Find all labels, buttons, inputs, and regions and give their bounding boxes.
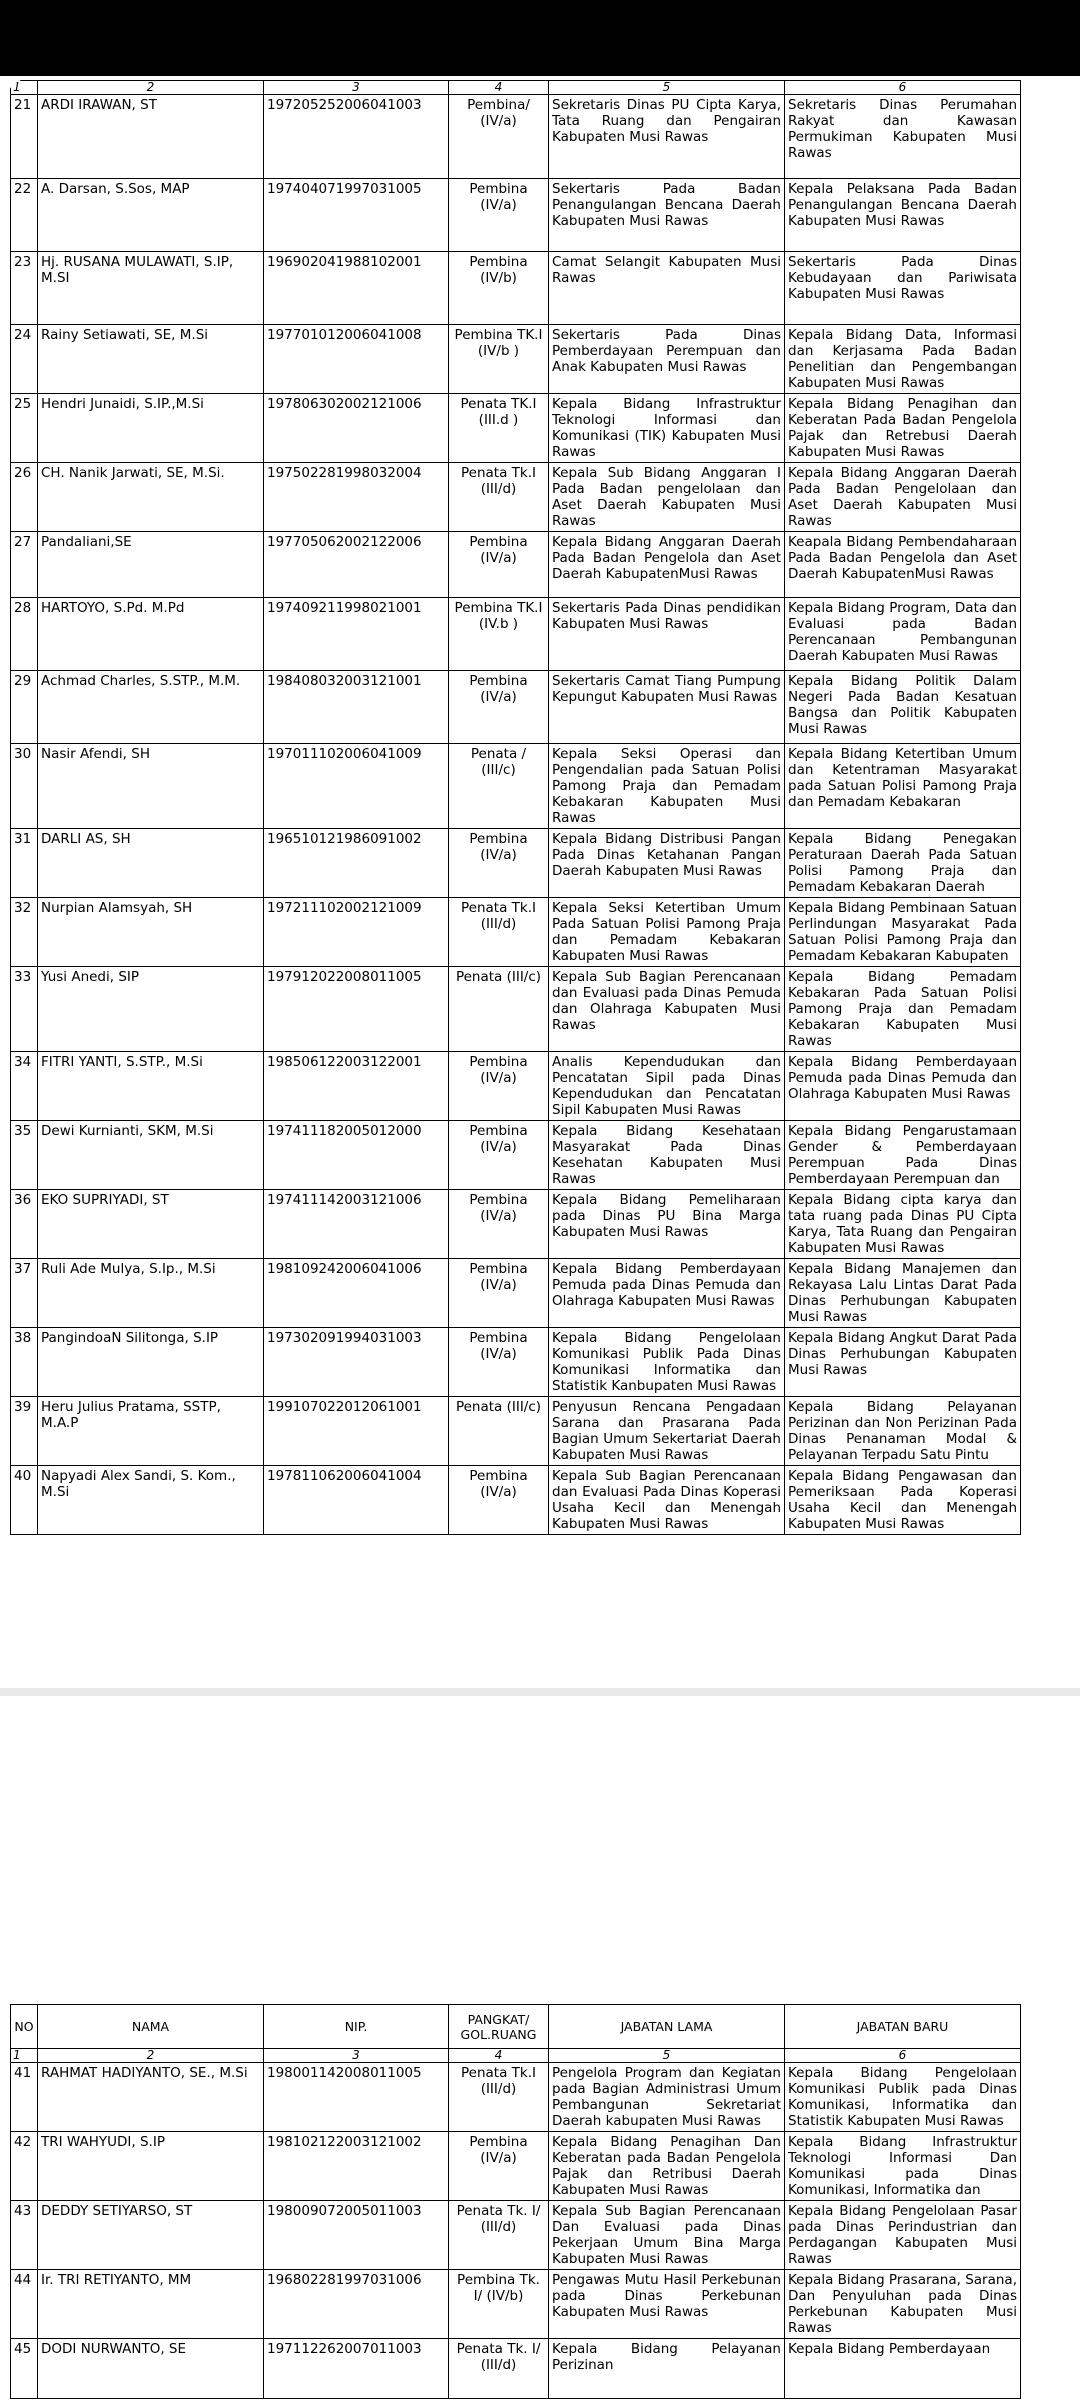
rank-cell: Pembina (IV/a) [449,179,549,252]
table-row [11,2132,1021,2201]
old-position-cell: Pengawas Mutu Hasil Perkebunan pada Dinas Perkebunan Kabupaten Musi Rawas [549,2270,785,2339]
old-position-cell: Sekertaris Camat Tiang Pumpung Kepungut Kabupaten Musi Rawas [549,671,785,744]
old-position-cell: Kepala Sub Bagian Perencanaan Dan Evaluasi pada Dinas Pekerjaan Umum Bina Marga Kabupaten Musi Rawas [549,2201,785,2270]
rank-cell: Pembina (IV/a) [449,671,549,744]
row-number: 22 [11,179,38,252]
name-cell: Napyadi Alex Sandi, S. Kom., M.Si [38,1466,264,1535]
new-position-cell: Kepala Bidang cipta karya dan tata ruang pada Dinas PU Cipta Karya, Tata Ruang dan Pengairan Kabupaten Musi Rawas [785,1190,1021,1259]
table-row [11,598,1021,671]
column-number: 1 [11,81,38,95]
nip-cell: 198408032003121001 [264,671,449,744]
old-position-cell: Kepala Sub Bagian Perencanaan dan Evaluasi Pada Dinas Koperasi Usaha Kecil dan Menengah Kabupaten Musi Rawas [549,1466,785,1535]
rank-cell: Pembina (IV/a) [449,2132,549,2201]
new-position-cell: Kepala Bidang Pembinaan Satuan Perlindungan Masyarakat Pada Satuan Polisi Pamong Praja dan Pemadam Kebakaran Kabupaten [785,898,1021,967]
row-number: 29 [11,671,38,744]
name-cell: ARDI IRAWAN, ST [38,95,264,179]
nip-cell: 198506122003122001 [264,1052,449,1121]
row-number: 24 [11,325,38,394]
nip-cell: 197404071997031005 [264,179,449,252]
name-cell: Heru Julius Pratama, SSTP, M.A.P [38,1397,264,1466]
table-row [11,2270,1021,2339]
top-black-bar [0,0,1080,76]
rank-cell: Pembina (IV/a) [449,1052,549,1121]
new-position-cell: Kepala Bidang Pengelolaan Pasar pada Dinas Perindustrian dan Perdagangan Kabupaten Musi Rawas [785,2201,1021,2270]
table-row [11,744,1021,829]
table-row [11,2201,1021,2270]
rank-cell: Pembina TK.I (IV/b ) [449,325,549,394]
new-position-cell: Kepala Bidang Pengawasan dan Pemeriksaan Pada Koperasi Usaha Kecil dan Menengah Kabupaten Musi Rawas [785,1466,1021,1535]
row-number: 26 [11,463,38,532]
name-cell: FITRI YANTI, S.STP., M.Si [38,1052,264,1121]
rank-cell: Pembina (IV/a) [449,829,549,898]
old-position-cell: Kepala Bidang Distribusi Pangan Pada Dinas Ketahanan Pangan Daerah Kabupaten Musi Rawas [549,829,785,898]
new-position-cell: Sekretaris Dinas Perumahan Rakyat dan Kawasan Permukiman Kabupaten Musi Rawas [785,95,1021,179]
nip-cell: 196902041988102001 [264,252,449,325]
name-cell: Yusi Anedi, SIP [38,967,264,1052]
nip-cell: 198001142008011005 [264,2063,449,2132]
new-position-cell: Kepala Bidang Program, Data dan Evaluasi pada Badan Perencanaan Pembangunan Daerah Kabupaten Musi Rawas [785,598,1021,671]
rank-cell: Pembina (IV/a) [449,532,549,598]
table-row [11,394,1021,463]
row-number: 44 [11,2270,38,2339]
name-cell: Pandaliani,SE [38,532,264,598]
new-position-cell: Kepala Bidang Penegakan Peraturaan Daerah Pada Satuan Polisi Pamong Praja dan Pemadam Kebakaran Daerah [785,829,1021,898]
name-cell: CH. Nanik Jarwati, SE, M.Si. [38,463,264,532]
old-position-cell: Sekertaris Pada Badan Penangulangan Bencana Daerah Kabupaten Musi Rawas [549,179,785,252]
row-number: 36 [11,1190,38,1259]
row-number: 43 [11,2201,38,2270]
column-number-row [11,2049,1021,2063]
name-cell: TRI WAHYUDI, S.IP [38,2132,264,2201]
table-header-row [11,2005,1021,2049]
old-position-cell: Sekertaris Pada Dinas Pemberdayaan Perempuan dan Anak Kabupaten Musi Rawas [549,325,785,394]
rank-cell: Pembina TK.I (IV.b ) [449,598,549,671]
table-row [11,325,1021,394]
old-position-cell: Kepala Sub Bidang Anggaran I Pada Badan pengelolaan dan Aset Daerah Kabupaten Musi Rawas [549,463,785,532]
row-number: 42 [11,2132,38,2201]
rank-cell: Pembina Tk. I/ (IV/b) [449,2270,549,2339]
name-cell: Achmad Charles, S.STP., M.M. [38,671,264,744]
name-cell: Ruli Ade Mulya, S.Ip., M.Si [38,1259,264,1328]
column-number: 1 [11,2049,38,2063]
new-position-cell: Kepala Bidang Pemberdayaan Pemuda pada Dinas Pemuda dan Olahraga Kabupaten Musi Rawas [785,1052,1021,1121]
nip-cell: 197705062002122006 [264,532,449,598]
table-row [11,829,1021,898]
old-position-cell: Penyusun Rencana Pengadaan Sarana dan Prasarana Pada Bagian Umum Sekertariat Daerah Kabupaten Musi Rawas [549,1397,785,1466]
nip-cell: 198109242006041006 [264,1259,449,1328]
column-number: 2 [38,81,264,95]
column-number: 3 [264,2049,449,2063]
nip-cell: 197811062006041004 [264,1466,449,1535]
name-cell: DODI NURWANTO, SE [38,2339,264,2399]
old-position-cell: Kepala Bidang Pemberdayaan Pemuda pada Dinas Pemuda dan Olahraga Kabupaten Musi Rawas [549,1259,785,1328]
table-row [11,1466,1021,1535]
rank-cell: Pembina (IV/a) [449,1259,549,1328]
header-nip: NIP. [264,2005,449,2049]
rank-cell: Penata Tk. I/ (III/d) [449,2339,549,2399]
column-number: 6 [785,2049,1021,2063]
old-position-cell: Kepala Bidang Penagihan Dan Keberatan pada Badan Pengelola Pajak dan Retribusi Daerah Kabupaten Musi Rawas [549,2132,785,2201]
rank-cell: Penata Tk.I (III/d) [449,898,549,967]
new-position-cell: Kepala Bidang Angkut Darat Pada Dinas Perhubungan Kabupaten Musi Rawas [785,1328,1021,1397]
name-cell: DARLI AS, SH [38,829,264,898]
column-number: 3 [264,81,449,95]
nip-cell: 197112262007011003 [264,2339,449,2399]
rank-cell: Pembina (IV/a) [449,1190,549,1259]
new-position-cell: Kepala Bidang Data, Informasi dan Kerjasama Pada Badan Penelitian dan Pengembangan Kabupaten Musi Rawas [785,325,1021,394]
table-row [11,967,1021,1052]
rank-cell: Pembina/ (IV/a) [449,95,549,179]
new-position-cell: Kepala Bidang Pengelolaan Komunikasi Publik pada Dinas Komunikasi, Informatika dan Statistik Kabupaten Musi Rawas [785,2063,1021,2132]
name-cell: A. Darsan, S.Sos, MAP [38,179,264,252]
column-number: 2 [38,2049,264,2063]
name-cell: Rainy Setiawati, SE, M.Si [38,325,264,394]
header-pangkat: PANGKAT/ GOL.RUANG [449,2005,549,2049]
personnel-table-page-1 [10,80,1021,1535]
table-row [11,1328,1021,1397]
row-number: 34 [11,1052,38,1121]
header-jabatan-lama: JABATAN LAMA [549,2005,785,2049]
nip-cell: 197211102002121009 [264,898,449,967]
name-cell: Ir. TRI RETIYANTO, MM [38,2270,264,2339]
rank-cell: Penata (III/c) [449,967,549,1052]
rank-cell: Penata (III/c) [449,1397,549,1466]
new-position-cell: Kepala Bidang Pengarustamaan Gender & Pemberdayaan Perempuan Pada Dinas Pemberdayaan Perempuan dan [785,1121,1021,1190]
old-position-cell: Kepala Bidang Pelayanan Perizinan [549,2339,785,2399]
table-row [11,463,1021,532]
row-number: 31 [11,829,38,898]
name-cell: Dewi Kurnianti, SKM, M.Si [38,1121,264,1190]
name-cell: RAHMAT HADIYANTO, SE., M.Si [38,2063,264,2132]
table-row [11,2339,1021,2399]
table-row [11,1052,1021,1121]
row-number: 45 [11,2339,38,2399]
header-nama: NAMA [38,2005,264,2049]
column-number: 5 [549,81,785,95]
column-number-row [11,81,1021,95]
column-number: 4 [449,2049,549,2063]
nip-cell: 197205252006041003 [264,95,449,179]
nip-cell: 198009072005011003 [264,2201,449,2270]
nip-cell: 198102122003121002 [264,2132,449,2201]
table-row [11,179,1021,252]
rank-cell: Penata Tk.I (III/d) [449,2063,549,2132]
name-cell: Nurpian Alamsyah, SH [38,898,264,967]
nip-cell: 197806302002121006 [264,394,449,463]
row-number: 27 [11,532,38,598]
old-position-cell: Kepala Seksi Ketertiban Umum Pada Satuan Polisi Pamong Praja dan Pemadam Kebakaran Kabupaten Musi Rawas [549,898,785,967]
table-row [11,252,1021,325]
old-position-cell: Kepala Bidang Pengelolaan Komunikasi Publik Pada Dinas Komunikasi Informatika dan Statistik Kanbupaten Musi Rawas [549,1328,785,1397]
old-position-cell: Kepala Seksi Operasi dan Pengendalian pada Satuan Polisi Pamong Praja dan Pemadam Kebakaran Kabupaten Musi Rawas [549,744,785,829]
table-row [11,1397,1021,1466]
document-page-2 [0,1696,1080,2400]
new-position-cell: Kepala Pelaksana Pada Badan Penangulangan Bencana Daerah Kabupaten Musi Rawas [785,179,1021,252]
table-row [11,1259,1021,1328]
name-cell: Nasir Afendi, SH [38,744,264,829]
row-number: 37 [11,1259,38,1328]
nip-cell: 197411182005012000 [264,1121,449,1190]
table-row [11,898,1021,967]
row-number: 35 [11,1121,38,1190]
new-position-cell: Kepala Bidang Prasarana, Sarana, Dan Penyuluhan pada Dinas Perkebunan Kabupaten Musi Rawas [785,2270,1021,2339]
name-cell: Hendri Junaidi, S.IP.,M.Si [38,394,264,463]
new-position-cell: Sekertaris Pada Dinas Kebudayaan dan Pariwisata Kabupaten Musi Rawas [785,252,1021,325]
name-cell: PangindoaN Silitonga, S.IP [38,1328,264,1397]
row-number: 32 [11,898,38,967]
old-position-cell: Kepala Bidang Infrastruktur Teknologi Informasi dan Komunikasi (TIK) Kabupaten Musi Rawas [549,394,785,463]
table-row [11,1190,1021,1259]
page-separator [0,1688,1080,1696]
nip-cell: 197411142003121006 [264,1190,449,1259]
nip-cell: 197011102006041009 [264,744,449,829]
new-position-cell: Kepala Bidang Politik Dalam Negeri Pada Badan Kesatuan Bangsa dan Politik Kabupaten Musi Rawas [785,671,1021,744]
new-position-cell: Kepala Bidang Pemadam Kebakaran Pada Satuan Polisi Pamong Praja dan Pemadam Kebakaran Kabupaten Musi Rawas [785,967,1021,1052]
new-position-cell: Kepala Bidang Anggaran Daerah Pada Badan Pengelolaan dan Aset Daerah Kabupaten Musi Rawas [785,463,1021,532]
old-position-cell: Kepala Sub Bagian Perencanaan dan Evaluasi pada Dinas Pemuda dan Olahraga Kabupaten Musi Rawas [549,967,785,1052]
personnel-table-page-2 [10,2004,1021,2399]
old-position-cell: Analis Kependudukan dan Pencatatan Sipil pada Dinas Kependudukan dan Pencatatan Sipil Kabupaten Musi Rawas [549,1052,785,1121]
new-position-cell: Kepala Bidang Pemberdayaan [785,2339,1021,2399]
new-position-cell: Kepala Bidang Infrastruktur Teknologi Informasi Dan Komunikasi pada Dinas Komunikasi, Informatika dan [785,2132,1021,2201]
old-position-cell: Kepala Bidang Anggaran Daerah Pada Badan Pengelola dan Aset Daerah KabupatenMusi Rawas [549,532,785,598]
old-position-cell: Kepala Bidang Pemeliharaan pada Dinas PU Bina Marga Kabupaten Musi Rawas [549,1190,785,1259]
document-page-1 [0,76,1080,1688]
header-no: NO [11,2005,38,2049]
rank-cell: Penata / (III/c) [449,744,549,829]
column-number: 4 [449,81,549,95]
row-number: 21 [11,95,38,179]
name-cell: HARTOYO, S.Pd. M.Pd [38,598,264,671]
nip-cell: 197701012006041008 [264,325,449,394]
row-number: 30 [11,744,38,829]
table-row [11,532,1021,598]
header-jabatan-baru: JABATAN BARU [785,2005,1021,2049]
nip-cell: 197302091994031003 [264,1328,449,1397]
column-number: 5 [549,2049,785,2063]
row-number: 39 [11,1397,38,1466]
new-position-cell: Kepala Bidang Penagihan dan Keberatan Pada Badan Pengelola Pajak dan Retrebusi Daerah Kabupaten Musi Rawas [785,394,1021,463]
new-position-cell: Kepala Bidang Ketertiban Umum dan Ketentraman Masyarakat pada Satuan Polisi Pamong Praja dan Pemadam Kebakaran [785,744,1021,829]
row-number: 41 [11,2063,38,2132]
row-number: 25 [11,394,38,463]
table-row [11,2063,1021,2132]
rank-cell: Penata Tk.I (III/d) [449,463,549,532]
rank-cell: Pembina (IV/a) [449,1328,549,1397]
new-position-cell: Keapala Bidang Pembendaharaan Pada Badan Pengelola dan Aset Daerah KabupatenMusi Rawas [785,532,1021,598]
nip-cell: 196510121986091002 [264,829,449,898]
table-row [11,95,1021,179]
nip-cell: 197502281998032004 [264,463,449,532]
row-number: 28 [11,598,38,671]
rank-cell: Penata TK.I (III.d ) [449,394,549,463]
table-row [11,671,1021,744]
new-position-cell: Kepala Bidang Manajemen dan Rekayasa Lalu Lintas Darat Pada Dinas Perhubungan Kabupaten Musi Rawas [785,1259,1021,1328]
row-number: 23 [11,252,38,325]
nip-cell: 197912022008011005 [264,967,449,1052]
name-cell: EKO SUPRIYADI, ST [38,1190,264,1259]
row-number: 33 [11,967,38,1052]
nip-cell: 199107022012061001 [264,1397,449,1466]
old-position-cell: Sekretaris Dinas PU Cipta Karya, Tata Ruang dan Pengairan Kabupaten Musi Rawas [549,95,785,179]
table-row [11,1121,1021,1190]
rank-cell: Pembina (IV/a) [449,1121,549,1190]
name-cell: Hj. RUSANA MULAWATI, S.IP, M.SI [38,252,264,325]
rank-cell: Penata Tk. I/ (III/d) [449,2201,549,2270]
old-position-cell: Sekertaris Pada Dinas pendidikan Kabupaten Musi Rawas [549,598,785,671]
nip-cell: 196802281997031006 [264,2270,449,2339]
rank-cell: Pembina (IV/a) [449,1466,549,1535]
new-position-cell: Kepala Bidang Pelayanan Perizinan dan Non Perizinan Pada Dinas Penanaman Modal & Pelayanan Terpadu Satu Pintu [785,1397,1021,1466]
name-cell: DEDDY SETIYARSO, ST [38,2201,264,2270]
column-number: 6 [785,81,1021,95]
row-number: 40 [11,1466,38,1535]
nip-cell: 197409211998021001 [264,598,449,671]
old-position-cell: Kepala Bidang Kesehataan Masyarakat Pada Dinas Kesehatan Kabupaten Musi Rawas [549,1121,785,1190]
old-position-cell: Camat Selangit Kabupaten Musi Rawas [549,252,785,325]
rank-cell: Pembina (IV/b) [449,252,549,325]
old-position-cell: Pengelola Program dan Kegiatan pada Bagian Administrasi Umum Pembangunan Sekretariat Daerah kabupaten Musi Rawas [549,2063,785,2132]
row-number: 38 [11,1328,38,1397]
